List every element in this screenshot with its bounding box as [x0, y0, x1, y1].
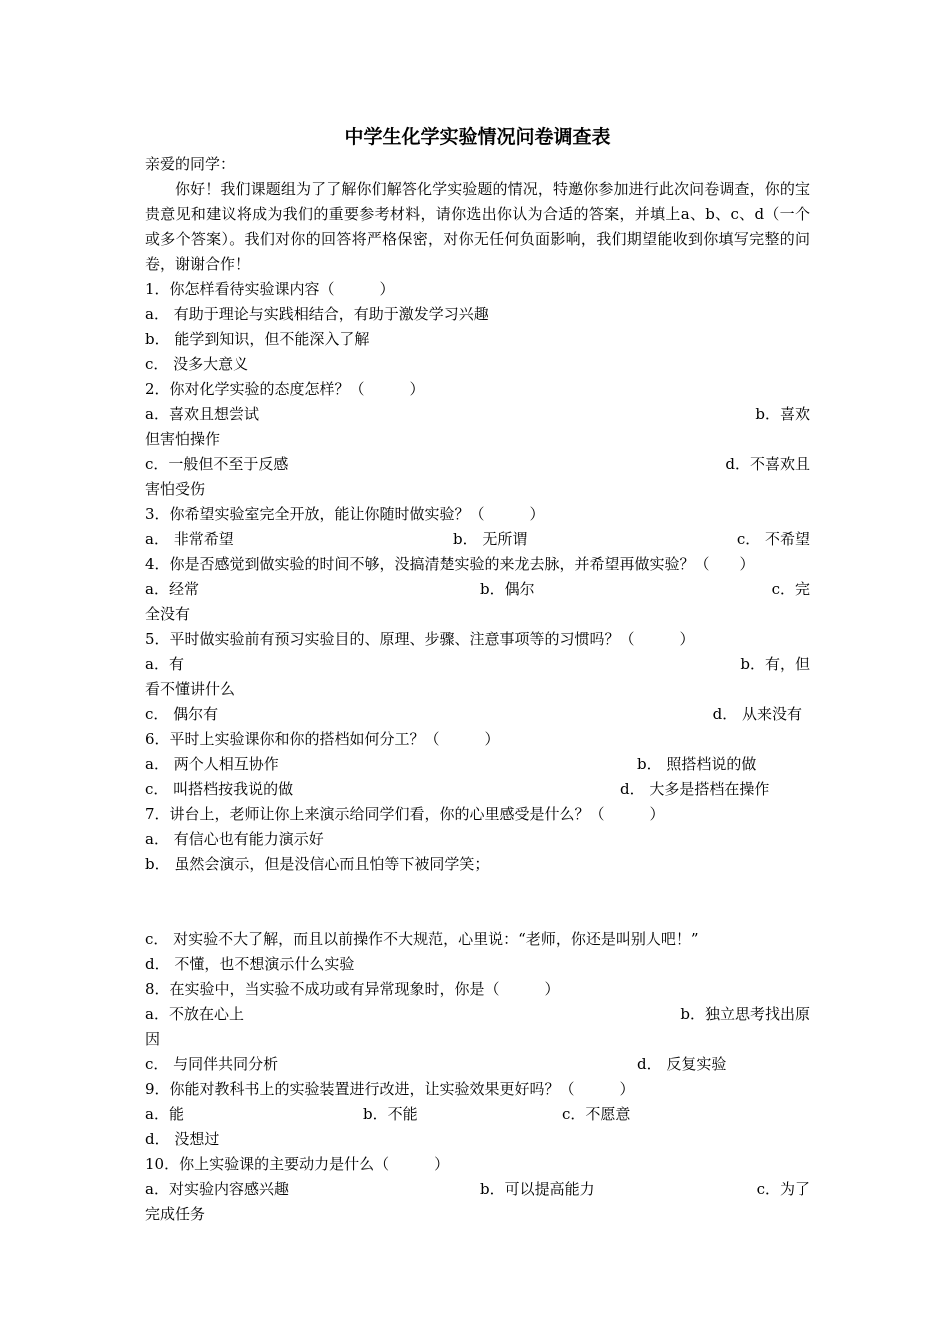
- q6-row-2: [145, 777, 810, 802]
- q4-option-a: a．经常: [145, 580, 199, 598]
- q8-option-a: a．不放在心上: [145, 1005, 244, 1023]
- q9-option-c: c．不愿意: [562, 1105, 631, 1123]
- q10-row: [145, 1177, 810, 1202]
- q10-option-c-cont: 完成任务: [145, 1205, 206, 1223]
- q8-option-b: b．独立思考找出原: [680, 1005, 810, 1023]
- question-3: 3．你希望实验室完全开放，能让你随时做实验？（ ）: [145, 505, 545, 523]
- q1-option-b: b． 能学到知识，但不能深入了解: [145, 330, 370, 348]
- q3-option-c: c． 不希望: [736, 530, 810, 548]
- q5-option-d: d． 从来没有: [712, 705, 802, 723]
- question-10: 10．你上实验课的主要动力是什么（ ）: [145, 1155, 450, 1173]
- q9-option-d: d． 没想过: [145, 1130, 220, 1148]
- q5-row-2: [145, 702, 810, 727]
- questionnaire-page: [145, 122, 810, 1227]
- q2-option-d-cont: 害怕受伤: [145, 480, 206, 498]
- q9-row: [145, 1102, 810, 1127]
- q7-option-a: a． 有信心也有能力演示好: [145, 830, 324, 848]
- q2-row-1: [145, 402, 810, 427]
- q2-option-b: b．喜欢: [755, 405, 810, 423]
- q4-row: [145, 577, 810, 602]
- q5-row-1: [145, 652, 810, 677]
- q2-option-c: c．一般但不至于反感: [145, 455, 289, 473]
- q4-option-b: b．偶尔: [480, 580, 535, 598]
- q9-option-b: b．不能: [363, 1105, 418, 1123]
- q8-option-c: c． 与同伴共同分析: [145, 1055, 279, 1073]
- blank-gap: [145, 877, 810, 927]
- q7-option-b: b． 虽然会演示，但是没信心而且怕等下被同学笑；: [145, 855, 490, 873]
- question-5: 5．平时做实验前有预习实验目的、原理、步骤、注意事项等的习惯吗？（ ）: [145, 630, 695, 648]
- q6-option-d: d． 大多是搭档在操作: [620, 780, 770, 798]
- page-title: 中学生化学实验情况问卷调查表: [344, 126, 611, 148]
- q2-option-d: d．不喜欢且: [725, 455, 810, 473]
- question-6: 6．平时上实验课你和你的搭档如何分工？（ ）: [145, 730, 500, 748]
- question-8: 8．在实验中，当实验不成功或有异常现象时，你是（ ）: [145, 980, 560, 998]
- question-7: 7．讲台上，老师让你上来演示给同学们看，你的心里感受是什么？（ ）: [145, 805, 665, 823]
- q4-option-c: c．完: [771, 580, 810, 598]
- q4-option-c-cont: 全没有: [145, 605, 191, 623]
- q3-row: [145, 527, 810, 552]
- q8-row-1: [145, 1002, 810, 1027]
- q10-option-c: c．为了: [756, 1180, 810, 1198]
- q1-option-c: c． 没多大意义: [145, 355, 249, 373]
- greeting: 亲爱的同学：: [145, 155, 236, 173]
- q2-row-2: [145, 452, 810, 477]
- q5-option-c: c． 偶尔有: [145, 705, 219, 723]
- q8-option-b-cont: 因: [145, 1030, 161, 1048]
- q3-option-b: b． 无所谓: [453, 530, 528, 548]
- q5-option-b-cont: 看不懂讲什么: [145, 680, 236, 698]
- question-4: 4．你是否感觉到做实验的时间不够，没搞清楚实验的来龙去脉，并希望再做实验？（ ）: [145, 555, 755, 573]
- q8-row-2: [145, 1052, 810, 1077]
- q6-row-1: [145, 752, 810, 777]
- question-1: 1．你怎样看待实验课内容（ ）: [145, 280, 395, 298]
- q7-option-c: c． 对实验不大了解，而且以前操作不大规范，心里说：“老师，你还是叫别人吧！”: [145, 930, 699, 948]
- q3-option-a: a． 非常希望: [145, 530, 234, 548]
- q5-option-a: a．有: [145, 655, 184, 673]
- q7-option-d: d． 不懂，也不想演示什么实验: [145, 955, 355, 973]
- q6-option-c: c． 叫搭档按我说的做: [145, 780, 294, 798]
- q2-option-a: a．喜欢且想尝试: [145, 405, 259, 423]
- q8-option-d: d． 反复实验: [637, 1055, 727, 1073]
- q6-option-b: b． 照搭档说的做: [637, 755, 757, 773]
- question-2: 2．你对化学实验的态度怎样？（ ）: [145, 380, 425, 398]
- q9-option-a: a．能: [145, 1105, 184, 1123]
- q10-option-b: b．可以提高能力: [480, 1180, 595, 1198]
- q2-option-b-cont: 但害怕操作: [145, 430, 221, 448]
- intro-paragraph: 你好！我们课题组为了了解你们解答化学实验题的情况，特邀你参加进行此次问卷调查，你的宝贵意见和建议将成为我们的重要参考材料，请你选出你认为合适的答案，并填上a、b、c、d（一个或多个答案）。我们对你的回答将严格保密，对你无任何负面影响，我们期望能收到你填写完整的问卷，谢谢合作！: [145, 180, 810, 273]
- question-9: 9．你能对教科书上的实验装置进行改进，让实验效果更好吗？（ ）: [145, 1080, 635, 1098]
- q1-option-a: a． 有助于理论与实践相结合，有助于激发学习兴趣: [145, 305, 489, 323]
- q6-option-a: a． 两个人相互协作: [145, 755, 279, 773]
- q10-option-a: a．对实验内容感兴趣: [145, 1180, 289, 1198]
- q5-option-b: b．有，但: [740, 655, 810, 673]
